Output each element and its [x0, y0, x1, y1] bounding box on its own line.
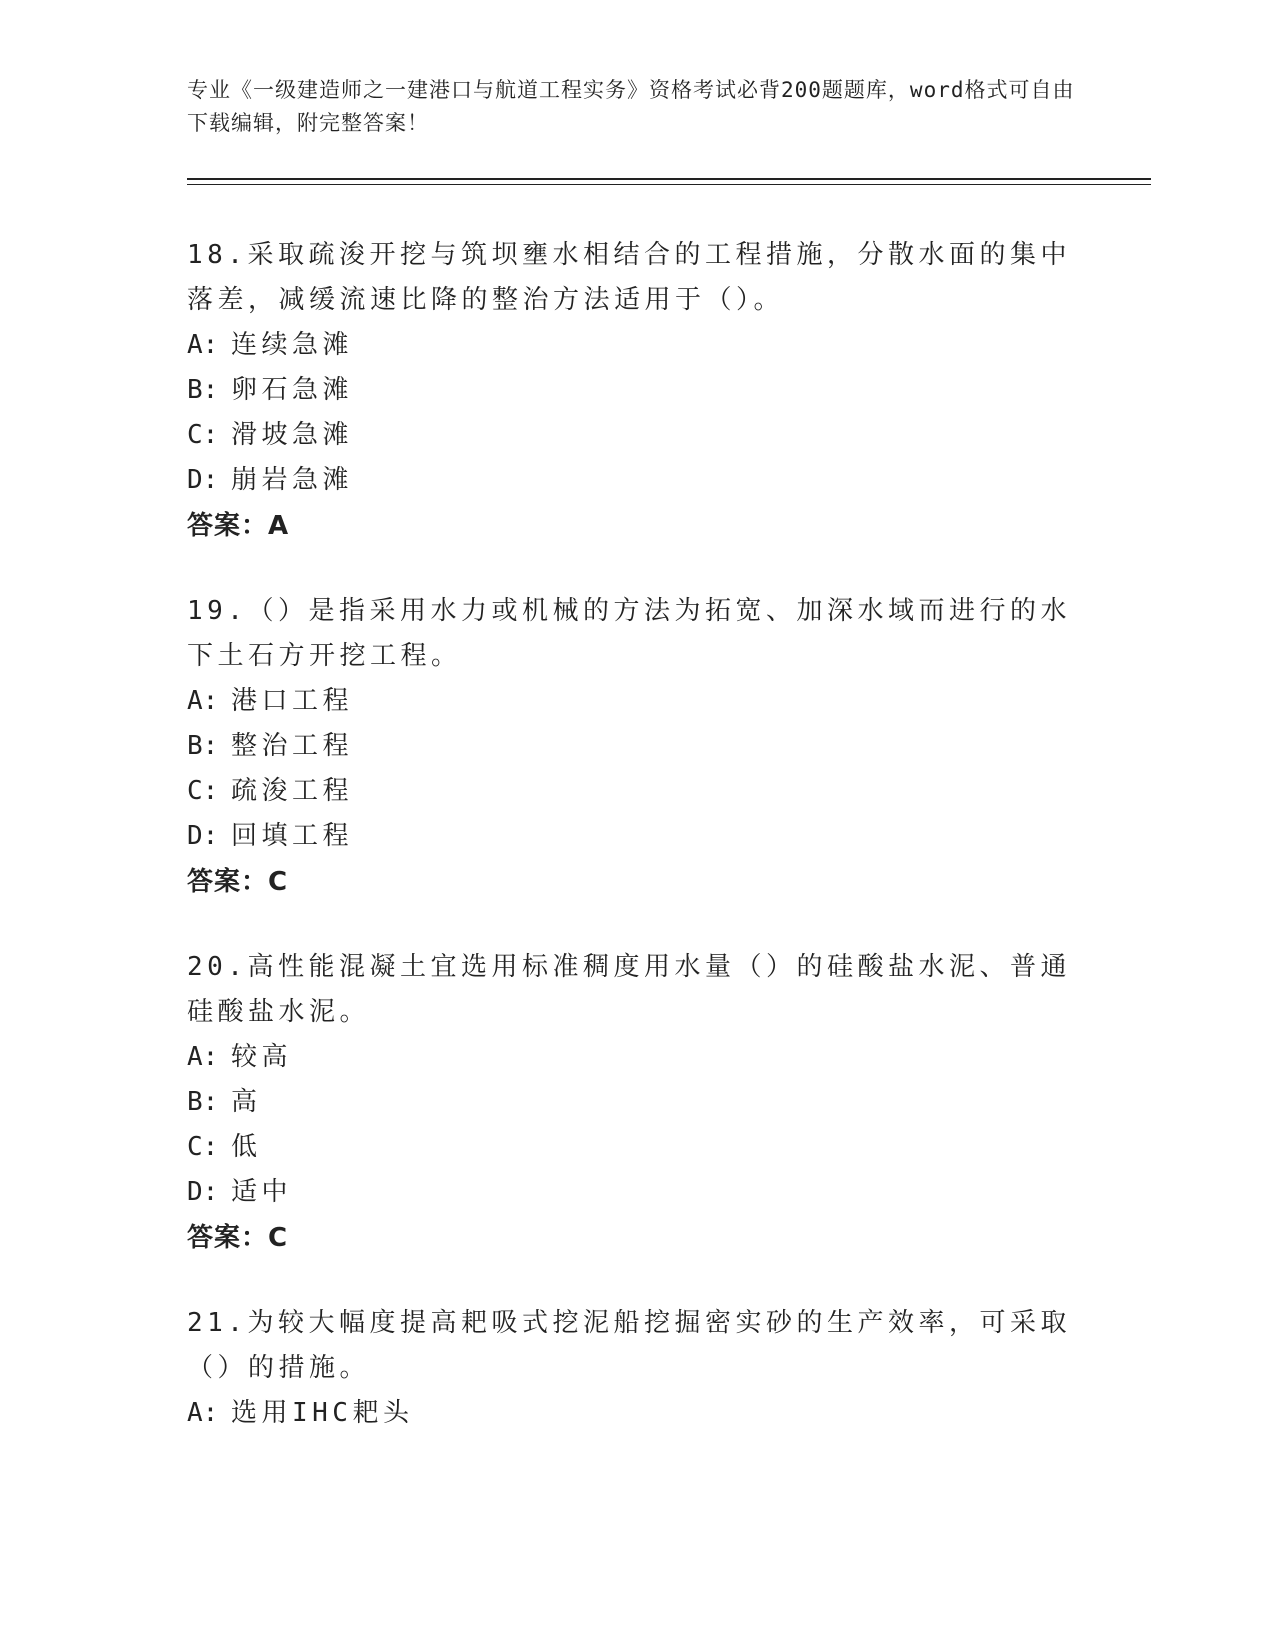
option-letter: B: — [187, 375, 219, 405]
option-d — [187, 458, 1087, 503]
option-letter: D: — [187, 821, 219, 851]
option-text: 低 — [231, 1132, 262, 1162]
header-divider-thick — [187, 178, 1151, 180]
option-a — [187, 1391, 1087, 1436]
option-letter: D: — [187, 1177, 219, 1207]
option-b — [187, 724, 1087, 769]
option-letter: B: — [187, 1087, 219, 1117]
option-d — [187, 1170, 1087, 1215]
option-b — [187, 368, 1087, 413]
question-stem: 19.（）是指采用水力或机械的方法为拓宽、加深水域而进行的水下土石方开挖工程。 — [187, 596, 1071, 671]
option-letter: A: — [187, 330, 219, 360]
option-text: 高 — [231, 1087, 262, 1117]
option-letter: A: — [187, 1042, 219, 1072]
option-letter: A: — [187, 686, 219, 716]
question-list — [187, 233, 1087, 1476]
document-header: 专业《一级建造师之一建港口与航道工程实务》资格考试必背200题题库，word格式可自由下载编辑，附完整答案！ — [187, 78, 1075, 135]
question-stem: 20.高性能混凝土宜选用标准稠度用水量（）的硅酸盐水泥、普通硅酸盐水泥。 — [187, 952, 1071, 1027]
option-a — [187, 679, 1087, 724]
answer-label: 答案：C — [187, 1223, 289, 1253]
option-c — [187, 769, 1087, 814]
option-c — [187, 1125, 1087, 1170]
option-text: 较高 — [231, 1042, 293, 1072]
option-text: 崩岩急滩 — [231, 465, 354, 495]
question-stem: 18.采取疏浚开挖与筑坝壅水相结合的工程措施，分散水面的集中落差，减缓流速比降的整治方法适用于（）。 — [187, 240, 1071, 315]
option-text: 滑坡急滩 — [231, 420, 354, 450]
question-21 — [187, 1301, 1087, 1436]
option-c — [187, 413, 1087, 458]
option-letter: C: — [187, 776, 219, 806]
header-divider-thin — [187, 184, 1151, 185]
option-letter: B: — [187, 731, 219, 761]
option-text: 回填工程 — [231, 821, 354, 851]
option-d — [187, 814, 1087, 859]
option-a — [187, 323, 1087, 368]
question-19 — [187, 589, 1087, 905]
option-text: 港口工程 — [231, 686, 354, 716]
option-letter: A: — [187, 1398, 219, 1428]
option-text: 适中 — [231, 1177, 293, 1207]
option-text: 疏浚工程 — [231, 776, 354, 806]
question-18 — [187, 233, 1087, 549]
option-letter: D: — [187, 465, 219, 495]
option-text: 整治工程 — [231, 731, 354, 761]
answer-label: 答案：A — [187, 511, 290, 541]
option-b — [187, 1080, 1087, 1125]
option-letter: C: — [187, 420, 219, 450]
option-letter: C: — [187, 1132, 219, 1162]
option-a — [187, 1035, 1087, 1080]
question-20 — [187, 945, 1087, 1261]
answer-label: 答案：C — [187, 867, 289, 897]
option-text: 连续急滩 — [231, 330, 354, 360]
option-text: 卵石急滩 — [231, 375, 354, 405]
question-stem: 21.为较大幅度提高耙吸式挖泥船挖掘密实砂的生产效率，可采取（）的措施。 — [187, 1308, 1071, 1383]
option-text: 选用IHC耙头 — [231, 1398, 414, 1428]
